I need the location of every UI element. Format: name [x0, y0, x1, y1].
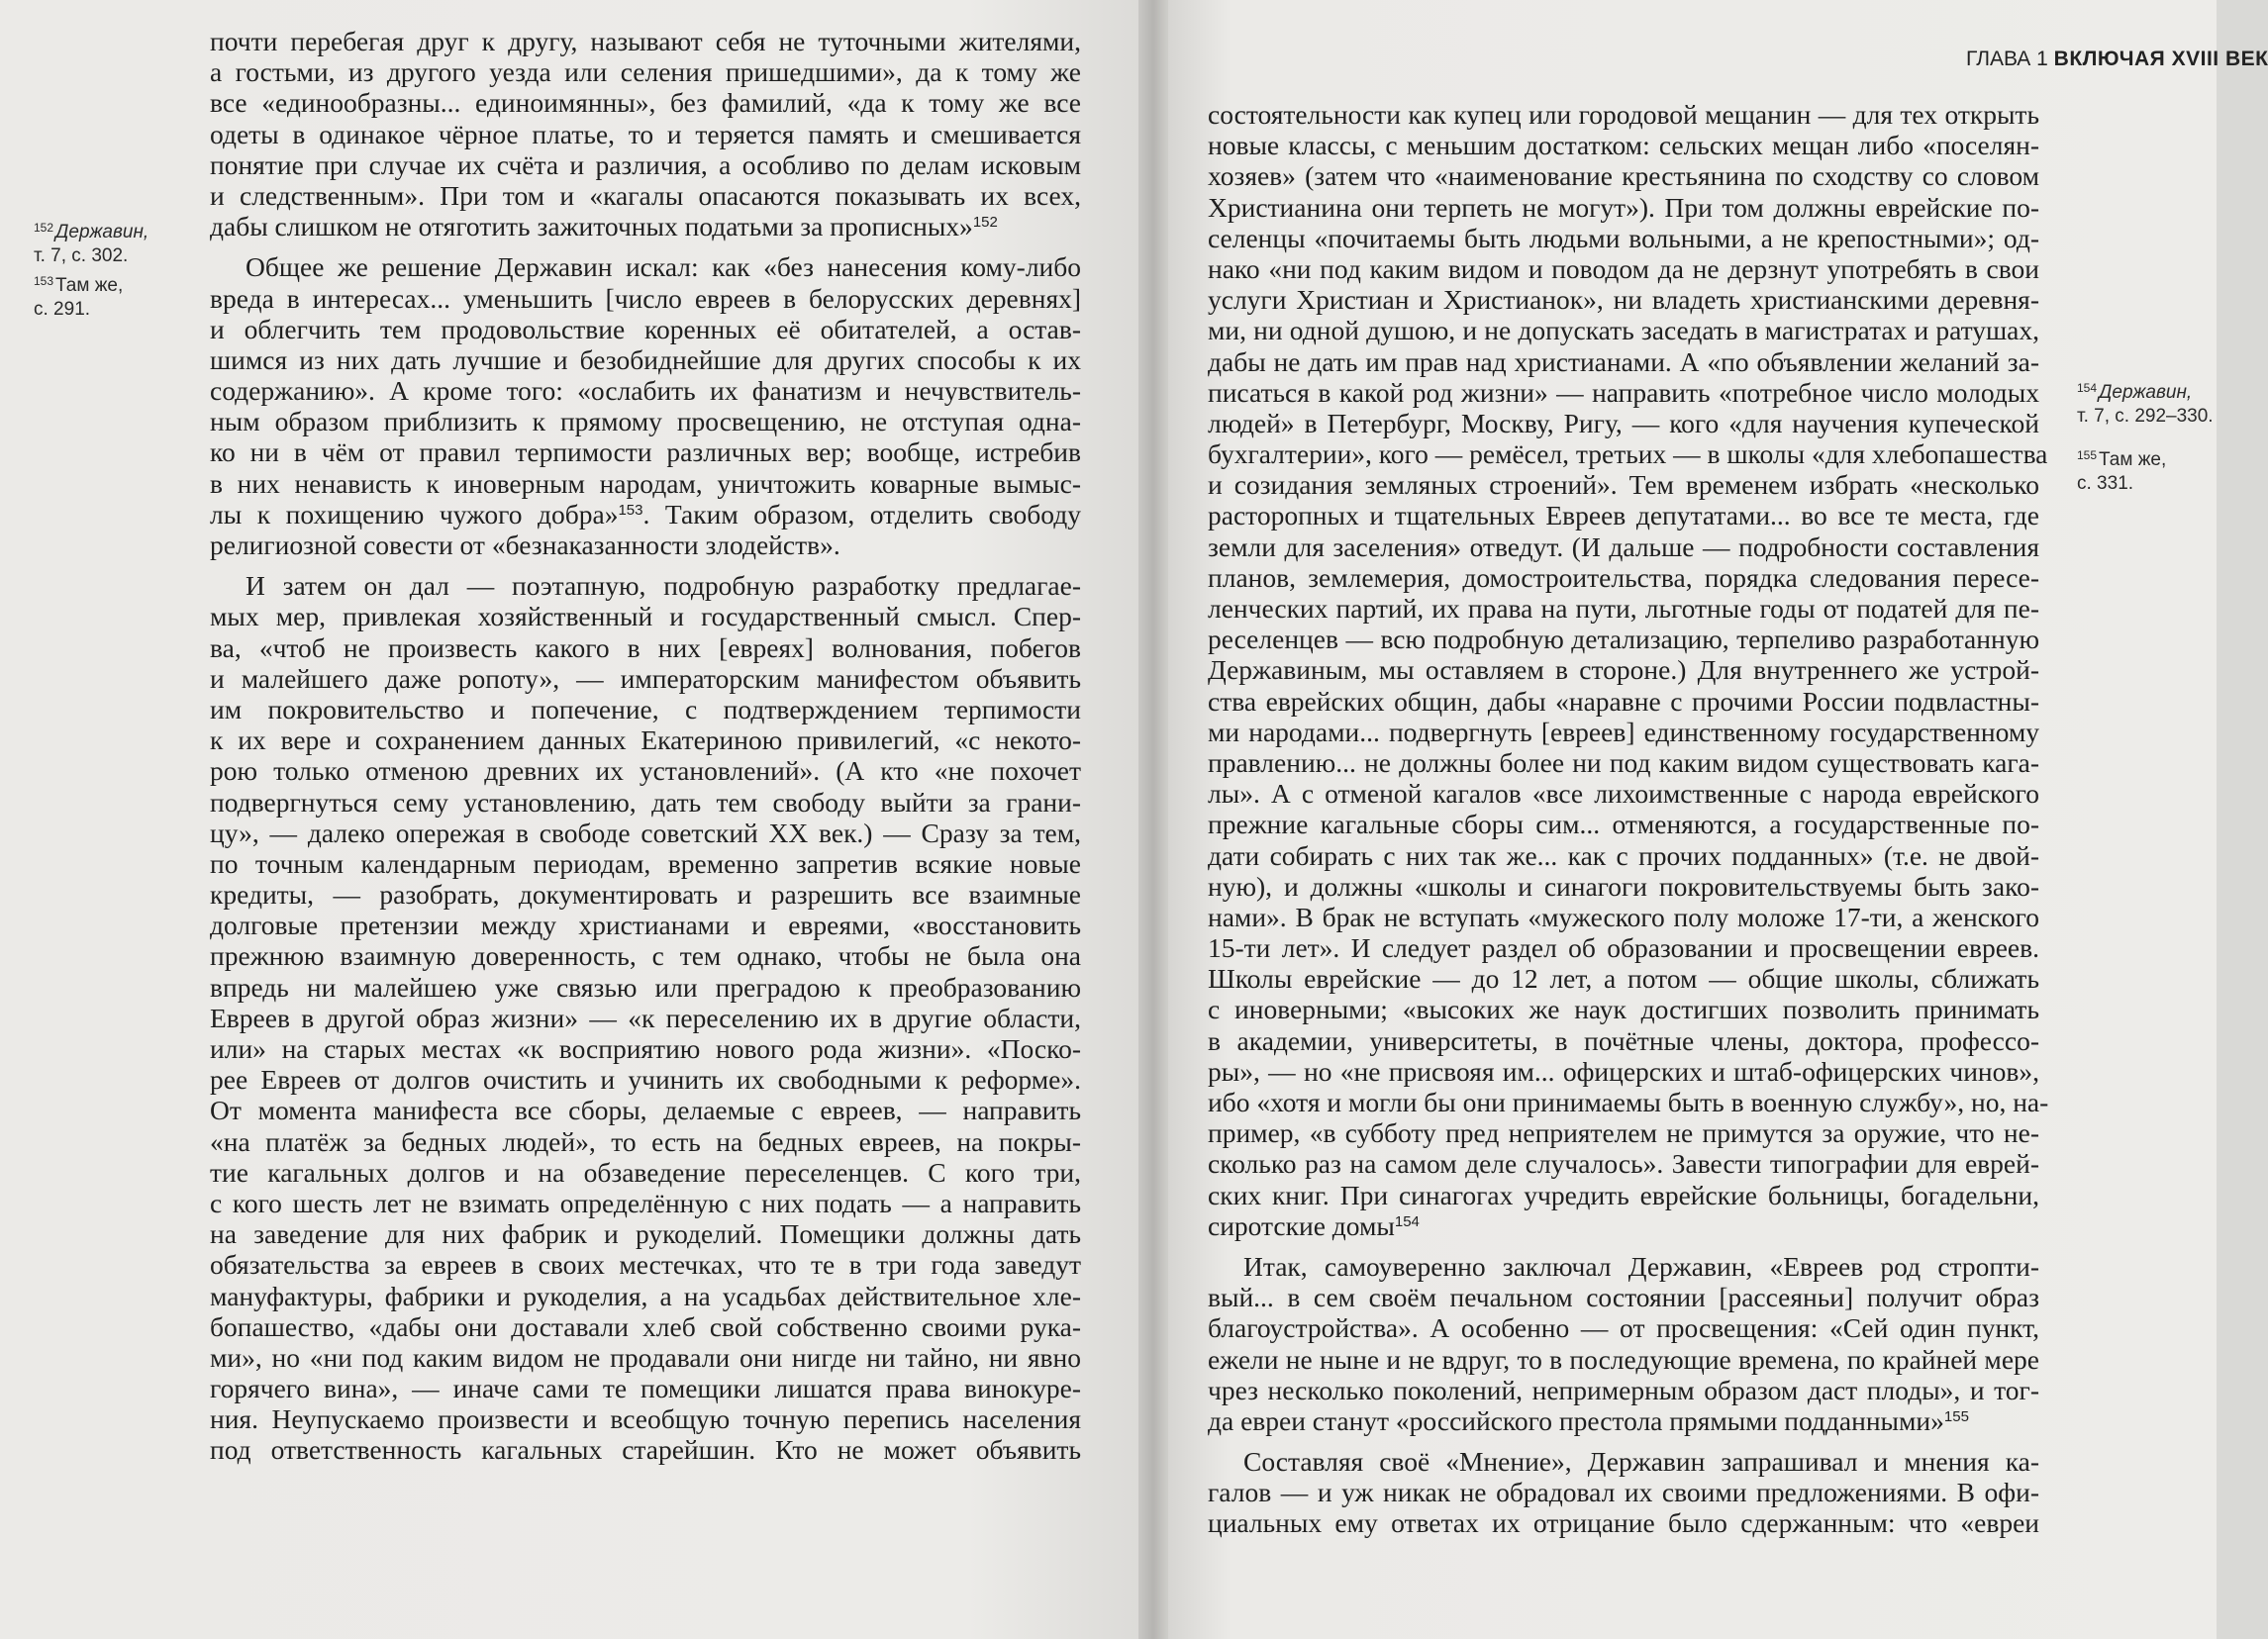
text-line: реселенцев — всю подробную детализацию, терпеливо разработанную	[1208, 624, 2039, 655]
text-line: в них ненависть к иноверным народам, уничтожить коварные вымыс-	[210, 467, 1081, 499]
sidenote-154: $^{154}$ Державин, т. 7, с. 292–330.	[2077, 381, 2214, 427]
text-line: селенцы «почитаемы быть людьми вольными, а не крепостными»; од-	[1208, 222, 2039, 253]
text-line: и облегчить тем продовольствие коренных её обитателей, а остав-	[210, 313, 1081, 344]
text-line: услуги Христиан и Христианок», ни владеть христианскими деревня-	[1208, 284, 2039, 316]
text-line: галов — и уж никак не обрадовал их своими предложениями. В офи-	[1208, 1477, 2039, 1508]
text-line: все «единообразны... единоимянны», без фамилий, «да к тому же все	[210, 87, 1081, 119]
text-line: религиозной совести от «безнаказанности злодейств».	[210, 530, 840, 560]
text-line: ства еврейских общин, дабы «наравне с прочими России подвластны-	[1208, 685, 2039, 717]
text-line: бухгалтерии», кого — ремёсел, третьих — в школы «для хлебопашества	[1208, 438, 2048, 470]
text-line: ежели не ныне и не вдруг, то в последующие времена, по крайней мере	[1208, 1343, 2039, 1375]
running-head	[1966, 48, 2268, 71]
text-line: Христианина они терпеть не могут»). При том должны еврейские по-	[1208, 191, 2039, 223]
text-line: ми, ни одной душою, и не допускать заседать в магистратах и ратушах,	[1208, 315, 2039, 346]
text-line: новые классы, с меньшим достатком: сельских мещан либо «поселян-	[1208, 130, 2039, 161]
text-line: а гостьми, из другого уезда или селения пришедшими», да к тому же	[210, 56, 1081, 88]
text-line: Составляя своё «Мнение», Державин запрашивал и мнения ка-	[1243, 1446, 2039, 1478]
text-line: рою только отменою древних их установлений». (А кто «не похочет	[210, 755, 1081, 787]
text-line: в академии, университеты, в почётные члены, доктора, профессо-	[1208, 1024, 2039, 1056]
text-line: с кого шесть лет не взимать определённую с них подать — а направить	[210, 1187, 1081, 1218]
text-line: дабы не дать им прав над христианами. А «по объявлении желаний за-	[1208, 345, 2039, 377]
text-line: лы к похищению чужого добра»$^{153}$. Таким образом, отделить свободу	[210, 498, 1081, 530]
text-line: прежние кагальные сборы сим... отменяются, а государственные по-	[1208, 809, 2039, 840]
text-line: им покровительство и попечение, с подтверждением терпимости	[210, 693, 1081, 724]
text-line: прежнюю взаимную доверенность, с тем однако, чтобы не была она	[210, 940, 1081, 972]
text-line: ва, «чтоб не произвесть какого в них [евреях] волнования, побегов	[210, 631, 1081, 663]
right-text-column	[1208, 99, 2049, 1539]
text-line: «на платёж за бедных людей», то есть на бедных евреев, на покры-	[210, 1125, 1081, 1157]
text-line: ры», — но «не присвояя им... офицерских и штаб-офицерских чинов»,	[1208, 1055, 2039, 1087]
text-line: ми», но «ни под каким видом не продавали они нигде ни тайно, ни явно	[210, 1341, 1081, 1373]
footnote-ref-153: 153	[618, 501, 643, 519]
text-line: планов, землемерия, домостроительства, порядка следования пересе-	[1208, 561, 2039, 593]
text-line: бопашество, «дабы они доставали хлеб свой собственно своими рука-	[210, 1310, 1081, 1342]
text-line: нами». В брак не вступать «мужеского полу моложе 17-ти, а женского	[1208, 901, 2039, 932]
footnote-ref-154: 154	[1394, 1212, 1420, 1230]
text-line: лы». А с отменой кагалов «все лихоимственные с народа еврейского	[1208, 778, 2039, 810]
text-line: тие кагальных долгов и на обзаведение переселенцев. С кого три,	[210, 1156, 1081, 1188]
text-line: мых мер, привлекая хозяйственный и государственный смысл. Спер-	[210, 601, 1081, 632]
text-line: содержанию». А кроме того: «ослабить их фанатизм и нечувствитель-	[210, 375, 1081, 407]
text-line: хозяев» (затем что «наименование крестьянина по сходству со словом	[1208, 160, 2039, 192]
text-line: ную), и должны «школы и синагоги покровительствуемы быть зако-	[1208, 870, 2039, 902]
text-line: расторопных и тщательных Евреев депутатами... во все те места, где	[1208, 500, 2039, 531]
text-line: ми народами... подвергнуть [евреев] единственному государственному	[1208, 716, 2039, 747]
text-line: Евреев в другой образ жизни» — «к переселению их в другие области,	[210, 1002, 1081, 1033]
text-line: и следственным». При том и «кагалы опасаются показывать их всех,	[210, 179, 1081, 211]
text-line: От момента манифеста все сборы, делаемые с евреев, — направить	[210, 1095, 1081, 1126]
text-line: рее Евреев от долгов очистить и учинить их свободными к реформе».	[210, 1064, 1081, 1096]
running-head-chapter: ГЛАВА 1	[1966, 48, 2048, 70]
text-line: горячего вина», — иначе сами те помещики лишатся права винокуре-	[210, 1373, 1081, 1404]
running-head-title: ВКЛЮЧАЯ XVIII ВЕК	[2053, 48, 2268, 70]
text-line: и созидания земляных строений». Тем временем избрать «несколько	[1208, 469, 2039, 501]
sidenote-152: $^{152}$ Державин, т. 7, с. 302.	[34, 221, 149, 266]
text-line: почти перебегая друг к другу, называют себя не туточными жителями,	[210, 26, 1081, 56]
text-line: да евреи станут «российского престола прямыми подданными»$^{155}$	[1208, 1404, 1969, 1436]
text-line: ния. Неупускаемо произвести и всеобщую точную перепись населения	[210, 1403, 1081, 1435]
text-line: впредь ни малейшею уже связью или преградою к преобразованию	[210, 971, 1081, 1003]
text-line: сколько раз на самом деле случалось». Завести типографии для еврей-	[1208, 1148, 2039, 1180]
book-gutter	[1138, 0, 1168, 1639]
text-line: ских книг. При синагогах учредить еврейские больницы, богадельни,	[1208, 1179, 2039, 1210]
text-line: дати собирать с них так же... как с прочих подданных» (т.е. не двой-	[1208, 839, 2039, 871]
text-line: долговые претензии между христианами и евреями, «восстановить	[210, 910, 1081, 941]
text-line: к их вере и сохранением данных Екатериною привилегий, «с некото-	[210, 724, 1081, 756]
text-line: дабы слишком не отяготить зажиточных податьми за прописных»$^{152}$	[210, 211, 998, 242]
text-line: ным образом приблизить к прямому просвещению, не отступая одна-	[210, 406, 1081, 437]
text-line: благоустройства». А особенно — от просвещения: «Сей один пункт,	[1208, 1312, 2039, 1344]
text-line: мануфактуры, фабрики и рукоделия, а на усадьбах действительное хле-	[210, 1280, 1081, 1311]
text-line: Общее же решение Державин искал: как «без нанесения кому-либо	[246, 251, 1081, 283]
text-line: чрез несколько поколений, непримерным образом даст плоды», и тог-	[1208, 1374, 2039, 1405]
left-text-column	[210, 26, 1081, 1466]
text-line: пример, «в субботу пред неприятелем не примутся за оружие, что не-	[1208, 1117, 2039, 1149]
text-line: кредиты, — разобрать, документировать и разрешить все взаимные	[210, 879, 1081, 911]
footnote-ref-152: 152	[972, 214, 998, 232]
text-line: И затем он дал — поэтапную, подробную разработку предлагае-	[246, 570, 1081, 602]
text-line: людей» в Петербург, Москву, Ригу, — кого «для научения купеческой	[1208, 407, 2039, 438]
text-line: правлению... не должны более ни под каким видом существовать кага-	[1208, 746, 2039, 778]
sidenote-153: $^{153}$ Там же, с. 291.	[34, 274, 124, 320]
text-line: состоятельности как купец или городовой мещанин — для тех открыть	[1208, 99, 2039, 130]
text-line: вый... в сем своём печальном состоянии [рассеяньи] получит образ	[1208, 1282, 2039, 1313]
text-line: и малейшего даже ропоту», — императорским манифестом объявить	[210, 662, 1081, 694]
text-line: Итак, самоуверенно заключал Державин, «Евреев род стропти-	[1243, 1250, 2039, 1282]
text-line: на заведение для них фабрик и рукоделий. Помещики должны дать	[210, 1218, 1081, 1250]
text-line: земли для заселения» отведут. (И дальше — подробности составления	[1208, 530, 2039, 562]
text-line: писаться в какой род жизни» — направить «потребное число молодых	[1208, 376, 2039, 408]
text-line: нако «ни под каким видом и поводом да не дерзнут употребять в свои	[1208, 252, 2039, 284]
text-line: 15-ти лет». И следует раздел об образовании и просвещении евреев.	[1208, 932, 2039, 964]
text-line: ко ни в чём от правил терпимости различных вер; вообще, истребив	[210, 436, 1081, 468]
text-line: ибо «хотя и могли бы они принимаемы быть в военную службу», но, на-	[1208, 1087, 2049, 1117]
text-line: цу», — далеко опережая в свободе советский XX век.) — Сразу за тем,	[210, 817, 1081, 848]
right-page	[1168, 0, 2268, 1639]
text-line: Школы еврейские — до 12 лет, а потом — общие школы, сближать	[1208, 963, 2039, 995]
text-line: понятие при случае их счёта и различия, а особливо по делам исковым	[210, 148, 1081, 180]
text-line: циальных ему ответах их отрицание было сдержанным: что «евреи	[1208, 1507, 2039, 1539]
footnote-ref-155: 155	[1943, 1407, 1969, 1425]
text-line: подвергнуться сему установлению, дать тем свободу выйти за грани-	[210, 786, 1081, 818]
text-line: вреда в интересах... уменьшить [число евреев в белорусских деревнях]	[210, 282, 1081, 314]
text-line: шимся из них дать лучшие и безобиднейшие для других способы к их	[210, 343, 1081, 375]
text-line: с иноверными; «высоких же наук достигших позволить принимать	[1208, 994, 2039, 1025]
text-line: обязательства за евреев в своих местечках, что те в три года заведут	[210, 1249, 1081, 1281]
sidenote-155: $^{155}$ Там же, с. 331.	[2077, 448, 2167, 494]
text-line: сиротские домы$^{154}$	[1208, 1209, 1420, 1241]
text-line: по точным календарным периодам, временно запретив всякие новые	[210, 847, 1081, 879]
text-line: Державиным, мы оставляем в стороне.) Для внутреннего же устрой-	[1208, 654, 2039, 686]
text-line: ленческих партий, их права на пути, льготные годы от податей для пе-	[1208, 593, 2039, 624]
text-line: или» на старых местах «к восприятию нового рода жизни». «Поско-	[210, 1033, 1081, 1064]
text-line: под ответственность кагальных старейшин. Кто не может объявить	[210, 1434, 1081, 1466]
text-line: одеты в одинакое чёрное платье, то и теряется память и смешивается	[210, 118, 1081, 149]
